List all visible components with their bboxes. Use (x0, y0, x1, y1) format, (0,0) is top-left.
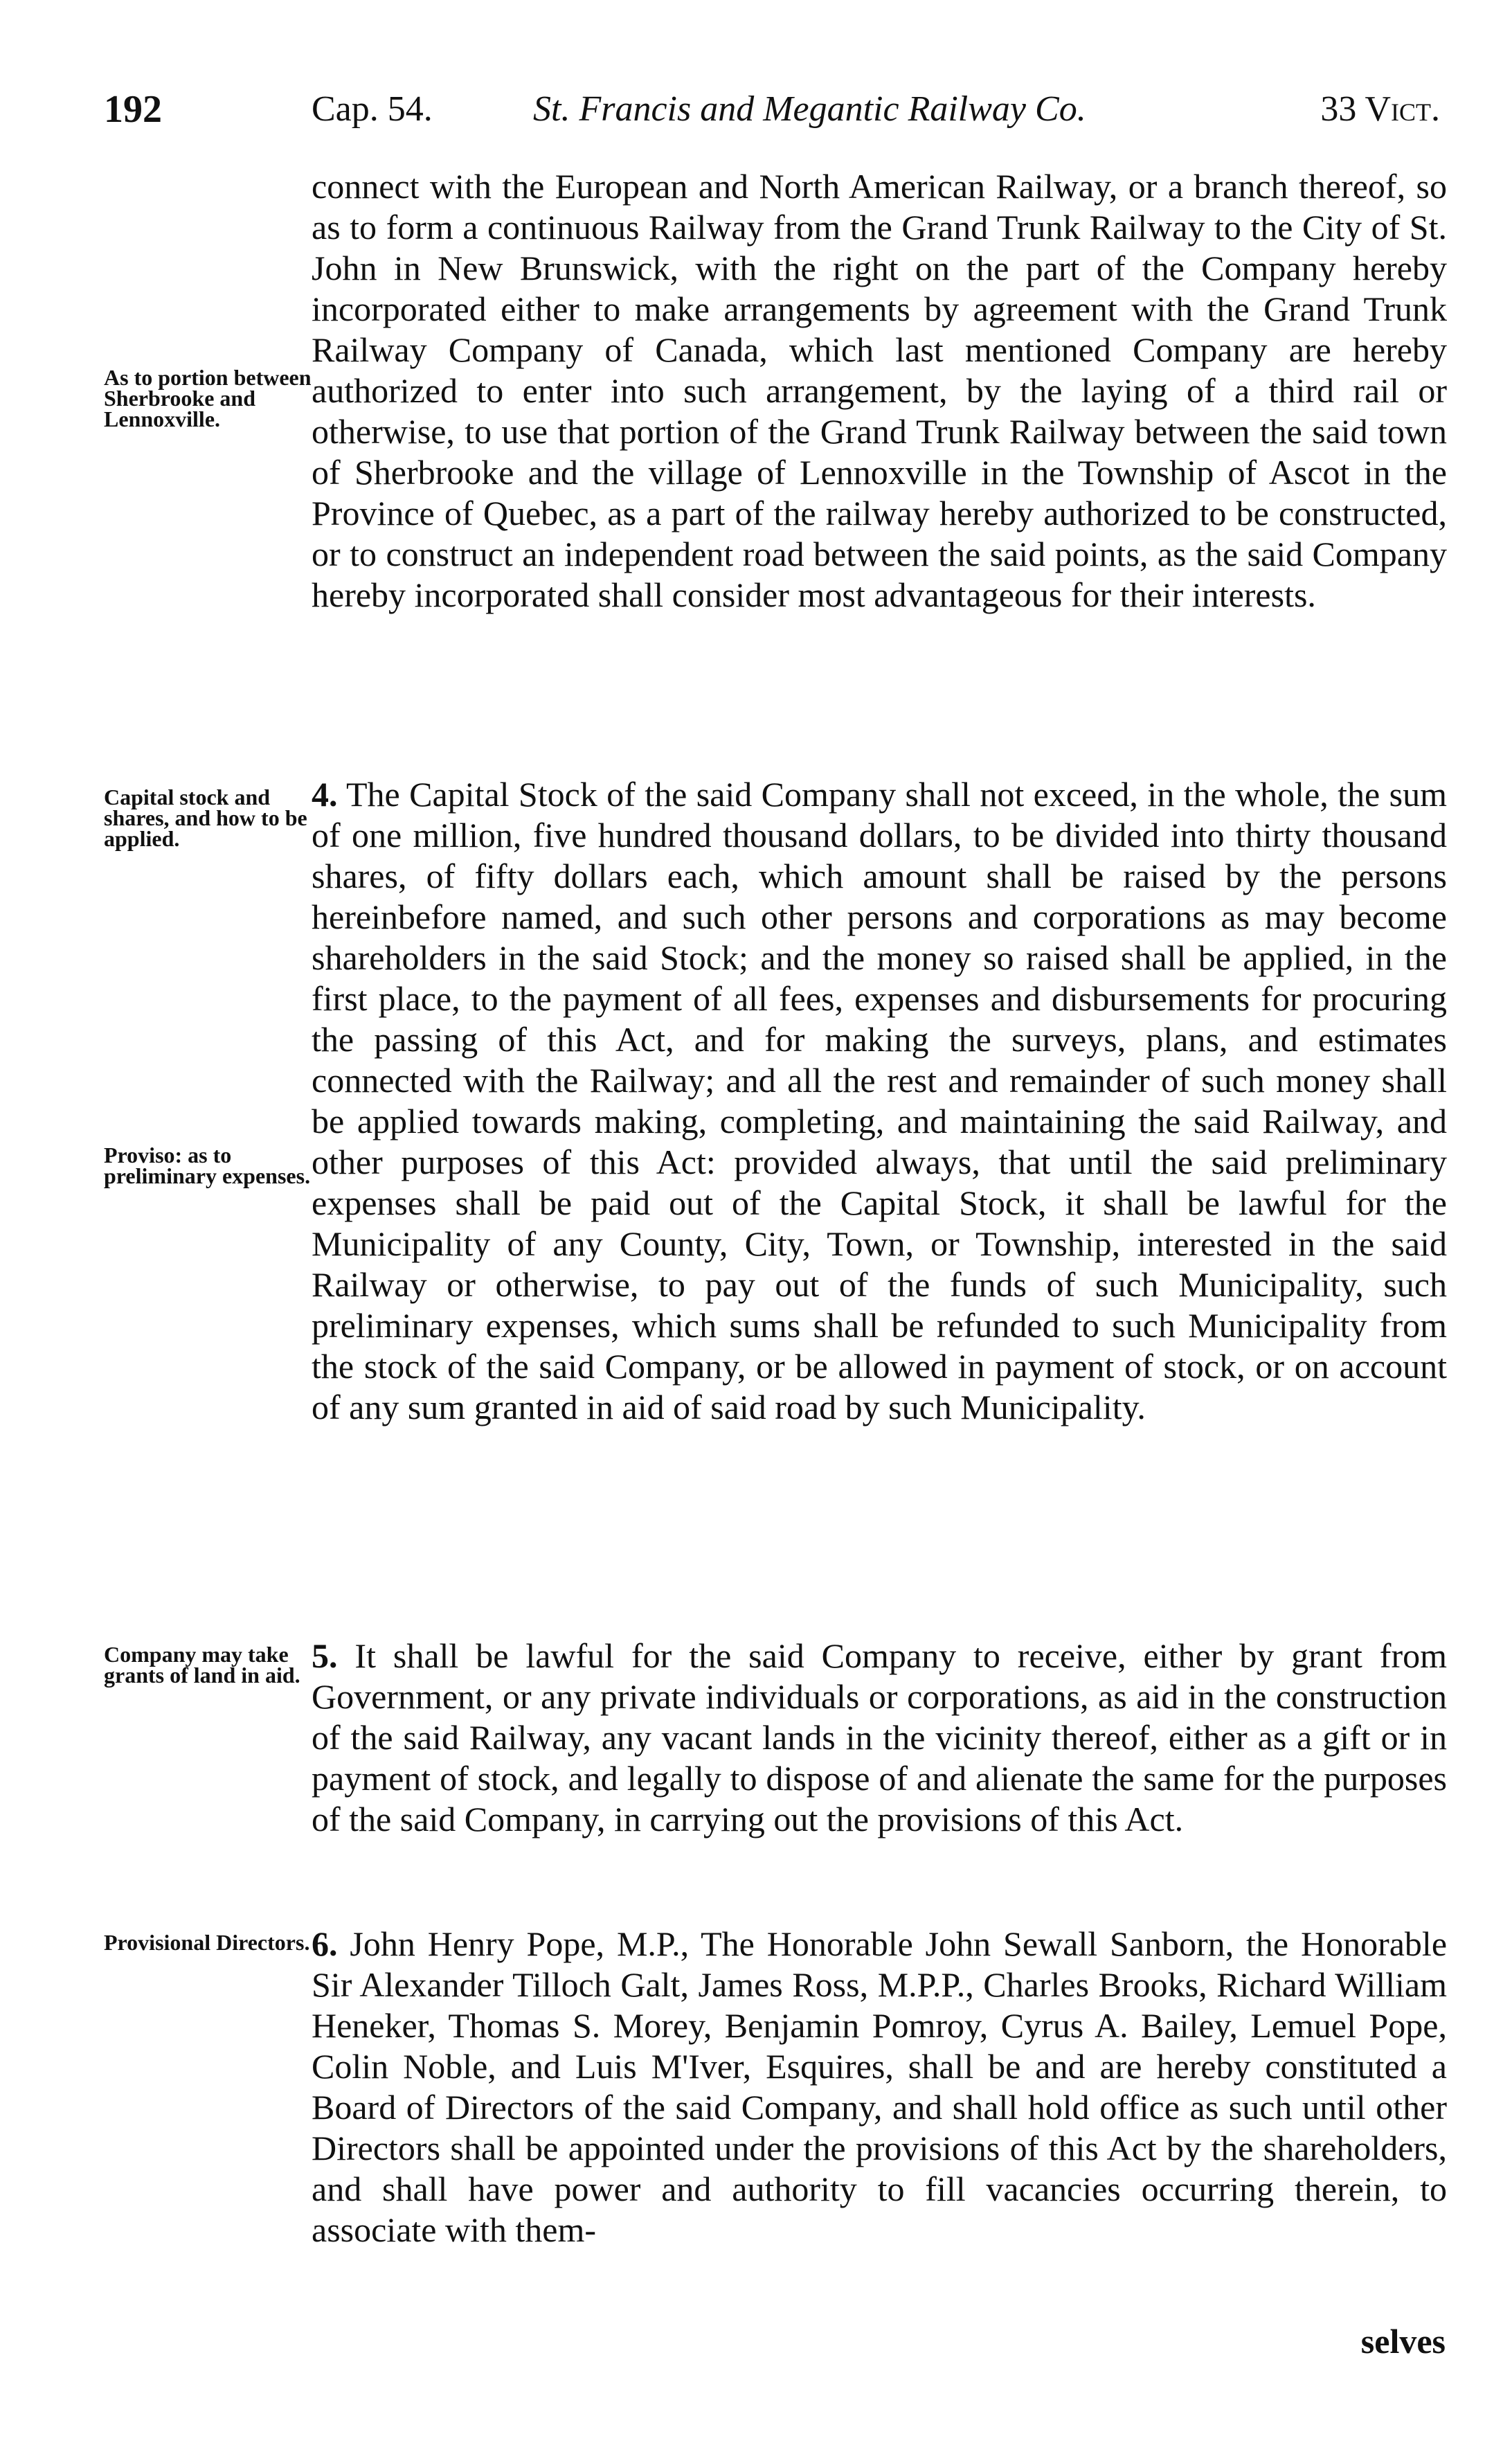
chapter-label: Cap. 54. (312, 89, 433, 129)
margin-note: Capital stock and shares, and how to be applied. (104, 785, 307, 851)
section-text (312, 1636, 1447, 1840)
act-title: St. Francis and Megantic Railway Co. (533, 89, 1086, 129)
section-number: 6. (312, 1924, 338, 1963)
catchword: selves (1360, 2322, 1446, 2361)
section-body: The Capital Stock of the said Company shall not exceed, in the whole, the sum of one million, five hundred thousand dollars, to be divided into thirty thousand shares, of fifty dollars each, which amount shall be raised by the persons hereinbefore named, and such other persons and corporations as may become shareholders in the said Stock; and the money so raised shall be applied, in the first place, to the payment of all fees, expenses and disbursements for procuring the passing of this Act, and for making the surveys, plans, and estimates connected with the Railway; and all the rest and remainder of such money shall be applied towards making, completing, and maintaining the said Railway, and other purposes of this Act: provided always, that until the said preliminary expenses shall be paid out of the Capital Stock, it shall be lawful for the Municipality of any County, City, Town, or Township, interested in the said Railway or otherwise, to pay out of the funds of such Municipality, such preliminary expenses, which sums shall be refunded to such Municipality from the stock of the said Company, or be allowed in payment of stock, or on account of any sum granted in aid of said road by such Municipality. (312, 775, 1447, 1426)
margin-note: Provisional Directors. (104, 1930, 310, 1955)
margin-note: As to portion between Sherbrooke and Lennoxville. (104, 365, 312, 431)
section-number: 5. (312, 1636, 338, 1675)
regnal-year: 33 Vict. (1320, 89, 1440, 129)
running-header (104, 82, 1440, 137)
section-text: connect with the European and North American Railway, or a branch thereof, so as to form a continuous Railway from the Grand Trunk Railway to the City of St. John in New Brunswick, with the right on the part of the Company hereby incorporated either to make arrangements by agreement with the Grand Trunk Railway Company of Canada, which last mentioned Company are hereby authorized to enter into such arrangement, by the laying of a third rail or otherwise, to use that portion of the Grand Trunk Railway between the said town of Sherbrooke and the village of Lennoxville in the Township of Ascot in the Province of Quebec, as a part of the railway hereby authorized to be constructed, or to construct an independent road between the said points, as the said Company hereby incorporated shall consider most advantageous for their interests. (312, 167, 1447, 614)
section-body: It shall be lawful for the said Company to receive, either by grant from Government, or any private individuals or corporations, as aid in the construction of the said Railway, any vacant lands in the vicinity thereof, either as a gift or in payment of stock, and legally to dispose of and alienate the same for the purposes of the said Company, in carrying out the provisions of this Act. (312, 1636, 1448, 1838)
page-number: 192 (104, 88, 162, 131)
section-number: 4. (312, 775, 338, 814)
section-text (312, 1924, 1447, 2250)
margin-note: Company may take grants of land in aid. (104, 1642, 300, 1688)
margin-note-proviso: Proviso: as to preliminary expenses. (104, 1143, 311, 1188)
section-text (312, 774, 1447, 1428)
section-body: John Henry Pope, M.P., The Honorable John Sewall Sanborn, the Honorable Sir Alexander Tilloch Galt, James Ross, M.P.P., Charles Brooks, Richard William Heneker, Thomas S. Morey, Benjamin Pomroy, Cyrus A. Bailey, Lemuel Pope, Colin Noble, and Luis M'Iver, Esquires, shall be and are hereby constituted a Board of Directors of the said Company, and shall hold office as such until other Directors shall be appointed under the provisions of this Act by the shareholders, and shall have power and authority to fill vacancies occurring therein, to associate with them- (312, 1924, 1448, 2249)
